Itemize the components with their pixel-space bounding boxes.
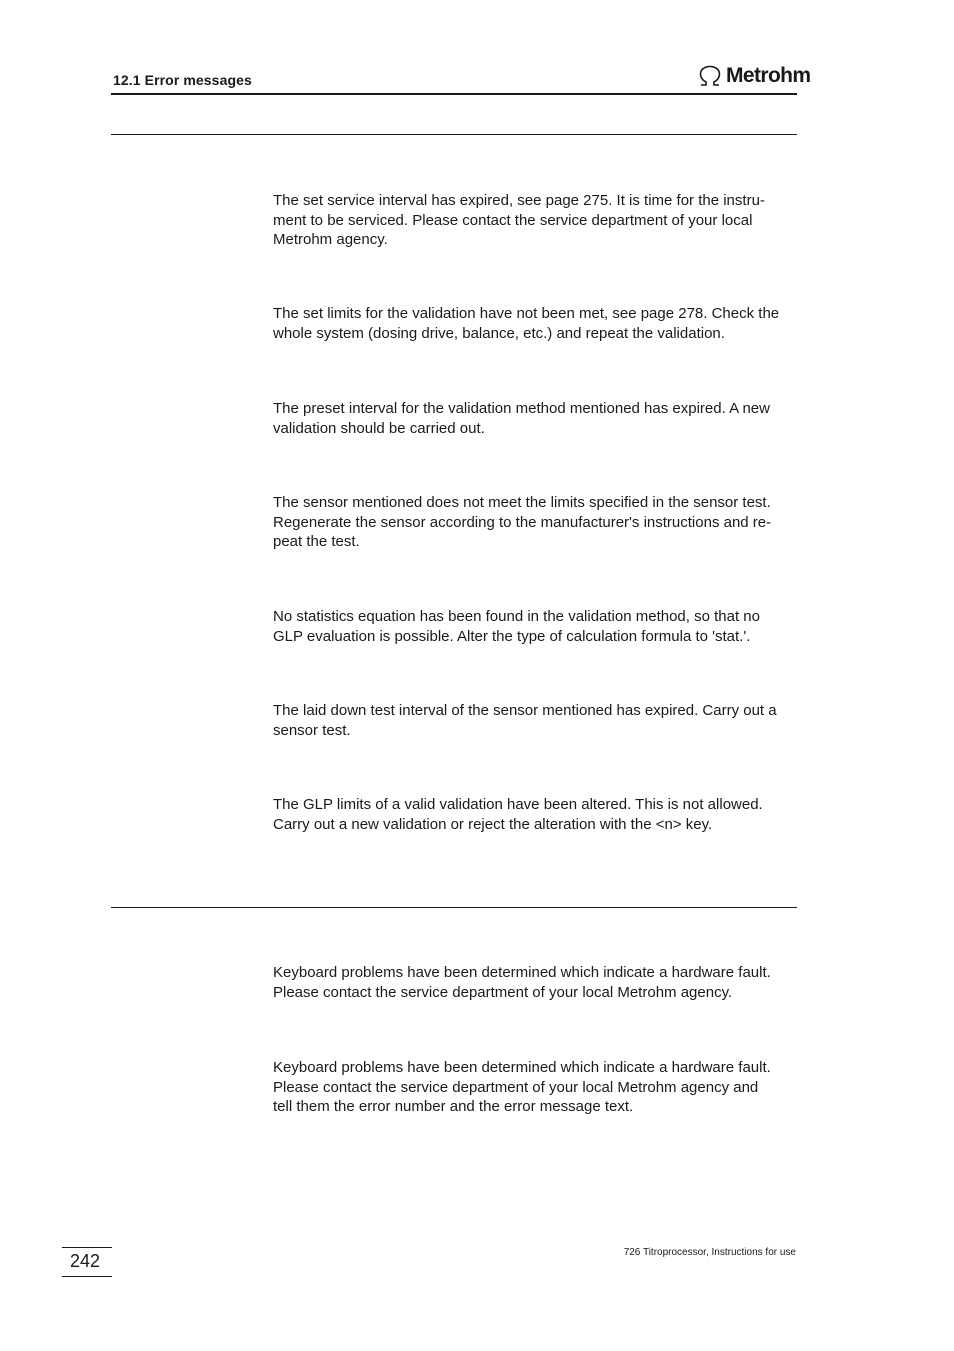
section-title: 12.1 Error messages <box>113 72 252 88</box>
page-number: 242 <box>70 1251 101 1271</box>
text-line: Please contact the service department of your local Metrohm agency. <box>273 983 733 1001</box>
text-line: Please contact the service department of your local Metrohm agency and <box>273 1078 759 1096</box>
text-line: validation should be carried out. <box>273 419 485 437</box>
brand-name: Metrohm <box>726 64 811 87</box>
header-rule <box>111 93 797 95</box>
text-line: The sensor mentioned does not meet the limits specified in the sensor test. <box>273 494 771 511</box>
text-line: Regenerate the sensor according to the manufacturer's instructions and re- <box>273 513 772 531</box>
text-line: The GLP limits of a valid validation have been altered. This is not allowed. <box>273 796 763 813</box>
text-line: Keyboard problems have been determined which indicate a hardware fault. <box>273 964 771 981</box>
message-paragraph <box>273 607 803 646</box>
section-rule-bottom <box>111 907 797 908</box>
message-paragraph <box>273 493 803 552</box>
text-line: No statistics equation has been found in the validation method, so that no <box>273 608 760 625</box>
text-line: whole system (dosing drive, balance, etc.) and repeat the validation. <box>273 324 725 342</box>
text-line: Metrohm agency. <box>273 231 388 248</box>
section-rule-top <box>111 134 797 135</box>
message-paragraph <box>273 399 803 438</box>
brand-logo <box>697 64 810 88</box>
manual-title: 726 Titroprocessor, Instructions for use <box>623 1247 796 1258</box>
text-line: tell them the error number and the error message text. <box>273 1098 634 1115</box>
omega-icon <box>697 65 723 87</box>
message-paragraph <box>273 191 803 250</box>
message-paragraph <box>273 304 803 343</box>
text-line: The set limits for the validation have not been met, see page 278. Check the <box>273 305 780 322</box>
text-line: ment to be serviced. Please contact the service department of your local <box>273 211 753 229</box>
text-line: Carry out a new validation or reject the alteration with the <n> key. <box>273 815 713 833</box>
message-paragraph <box>273 1058 803 1117</box>
text-line: The preset interval for the validation method mentioned has expired. A new <box>273 400 770 417</box>
text-line: Keyboard problems have been determined which indicate a hardware fault. <box>273 1059 771 1076</box>
message-paragraph <box>273 795 803 834</box>
text-line: The set service interval has expired, see page 275. It is time for the instru- <box>273 192 765 209</box>
message-paragraph <box>273 963 803 1002</box>
text-line: GLP evaluation is possible. Alter the type of calculation formula to 'stat.'. <box>273 627 751 645</box>
text-line: peat the test. <box>273 533 360 550</box>
text-line: The laid down test interval of the sensor mentioned has expired. Carry out a <box>273 702 777 719</box>
message-paragraph <box>273 701 803 740</box>
text-line: sensor test. <box>273 721 351 739</box>
